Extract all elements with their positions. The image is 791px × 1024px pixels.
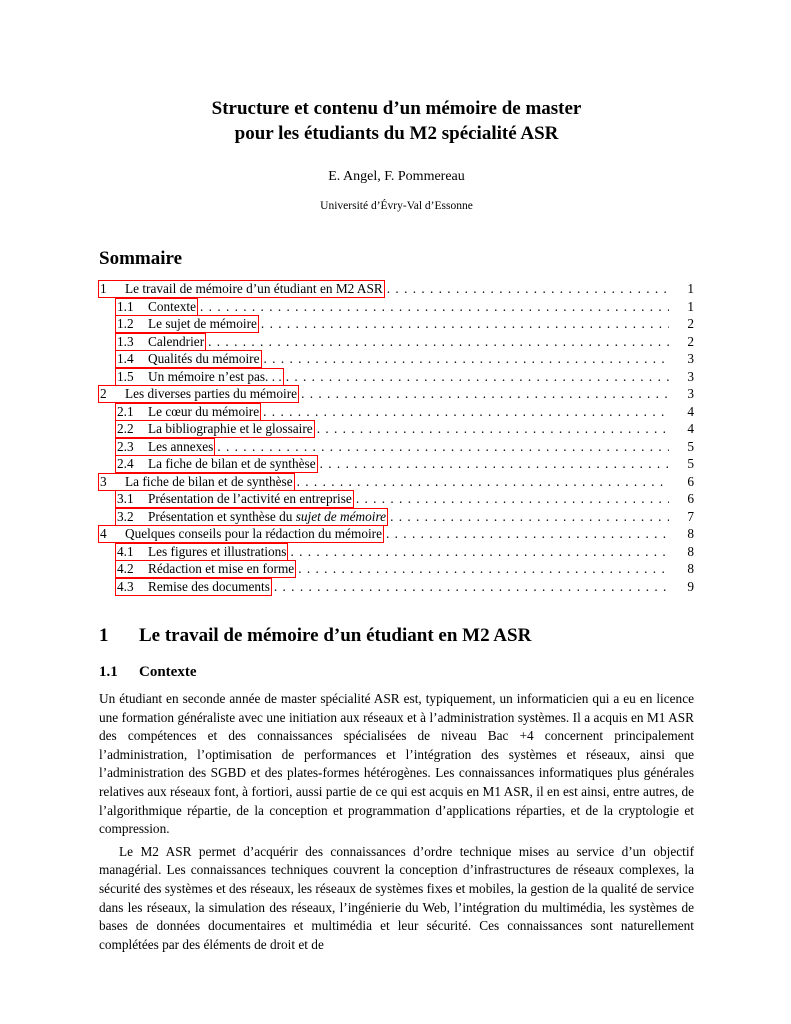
toc-number: 1.4	[117, 351, 134, 366]
toc-label: Les annexes	[148, 438, 214, 454]
affiliation: Université d’Évry-Val d’Essonne	[320, 200, 473, 212]
title-line-2: pour les étudiants du M2 spécialité ASR	[234, 123, 559, 144]
toc-label: Rédaction et mise en forme	[148, 561, 295, 576]
toc-link[interactable]	[116, 439, 214, 455]
toc-entry	[99, 334, 694, 352]
toc-label: Le sujet de mémoire	[148, 316, 257, 331]
toc-link[interactable]	[99, 526, 383, 542]
toc-label: Contexte	[148, 298, 197, 314]
toc-link[interactable]	[116, 421, 314, 437]
toc-link[interactable]	[99, 386, 298, 402]
toc-page-number: 9	[687, 578, 694, 594]
toc-leader-dots	[386, 526, 669, 542]
toc-entry	[99, 351, 694, 369]
toc-number: 2.2	[117, 421, 134, 436]
toc-label: Le cœur du mémoire	[148, 403, 260, 419]
toc-page-number: 5	[687, 456, 694, 471]
toc-leader-dots	[263, 404, 669, 420]
toc-label: Présentation de l’activité en entreprise	[148, 491, 352, 506]
toc-link[interactable]	[99, 474, 294, 490]
toc-link[interactable]	[116, 404, 260, 420]
toc-page-number: 2	[687, 316, 694, 331]
authors: E. Angel, F. Pommereau	[328, 169, 465, 184]
toc-entry	[99, 456, 694, 474]
document-page	[99, 0, 694, 954]
toc-page-number: 3	[687, 386, 694, 401]
toc-page-number: 1	[687, 281, 694, 296]
toc-entry	[99, 404, 694, 422]
toc-link[interactable]	[116, 579, 271, 595]
toc-page-number: 7	[687, 508, 694, 524]
toc-link[interactable]	[99, 281, 384, 297]
toc-label: Le travail de mémoire d’un étudiant en M2 ASR	[125, 281, 383, 296]
toc-label: Les diverses parties du mémoire	[125, 386, 298, 401]
toc-number: 1.5	[117, 368, 134, 384]
section-title: Le travail de mémoire d’un étudiant en M2 ASR	[139, 625, 532, 646]
toc-entry	[99, 544, 694, 562]
toc-leader-dots	[286, 369, 669, 385]
toc-entry	[99, 281, 694, 299]
toc-leader-dots	[217, 439, 669, 455]
toc-leader-dots	[200, 299, 669, 315]
toc-number: 3.2	[117, 508, 134, 524]
paragraph: Le M2 ASR permet d’acquérir des connaissances d’ordre technique mises au service d’un objectif managérial. Les connaissances techniques couvrent la conception d’infrastructures de réseaux complexes, la sécurité des systèmes et des réseaux, les réseaux de systèmes fixes et mobiles, la gestion de la qualité de service dans les réseaux, la simulation des réseaux, l’ingénierie du Web, l’intégration du multimédia, les systèmes de bases de données documentaires et multimédia et leur sécurité. Ces connaissances sont naturellement complétées par des éléments de droit et de	[99, 843, 694, 952]
subsection-heading	[99, 662, 694, 682]
toc-link[interactable]	[116, 491, 353, 507]
title-line-1: Structure et contenu d’un mémoire de master	[211, 98, 582, 119]
toc-link[interactable]	[116, 561, 295, 577]
toc-number: 4.3	[117, 578, 134, 594]
toc-number: 3	[100, 473, 107, 489]
toc-leader-dots	[208, 334, 669, 350]
subsection-number: 1.1	[99, 664, 118, 680]
toc-page-number: 6	[687, 473, 694, 489]
document-title	[99, 96, 694, 146]
toc-leader-dots	[298, 561, 669, 577]
toc-leader-dots	[290, 544, 669, 560]
toc-link[interactable]	[116, 456, 317, 472]
toc-label: Un mémoire n’est pas. . .	[148, 368, 282, 384]
toc-number: 2	[100, 386, 107, 401]
toc-entry	[99, 386, 694, 404]
toc-entry	[99, 491, 694, 509]
toc-page-number: 6	[687, 491, 694, 506]
toc-number: 1.2	[117, 316, 134, 331]
toc-page-number: 8	[687, 526, 694, 541]
toc-leader-dots	[320, 456, 669, 472]
toc-number: 2.3	[117, 438, 134, 454]
toc-page-number: 4	[687, 403, 694, 419]
toc-entry	[99, 579, 694, 597]
toc-leader-dots	[390, 509, 669, 525]
toc-page-number: 3	[687, 351, 694, 366]
toc-page-number: 3	[687, 368, 694, 384]
section-number: 1	[99, 625, 109, 646]
section-heading	[99, 624, 694, 648]
toc-label: La fiche de bilan et de synthèse	[148, 456, 316, 471]
toc-label: Calendrier	[148, 333, 205, 349]
toc-number: 1.3	[117, 333, 134, 349]
toc-entry	[99, 421, 694, 439]
toc-heading: Sommaire	[99, 248, 183, 269]
toc-page-number: 8	[687, 543, 694, 559]
toc-page-number: 1	[687, 298, 694, 314]
toc-label: Quelques conseils pour la rédaction du mémoire	[125, 526, 382, 541]
toc-link[interactable]	[116, 316, 258, 332]
toc-link[interactable]	[116, 351, 261, 367]
toc-label: La bibliographie et le glossaire	[148, 421, 313, 436]
toc-label-emphasis: sujet de mémoire	[295, 508, 387, 524]
toc-page-number: 4	[687, 421, 694, 436]
toc-link[interactable]	[116, 369, 283, 385]
toc-number: 4	[100, 526, 107, 541]
toc-number: 4.2	[117, 561, 134, 576]
toc-leader-dots	[264, 351, 669, 367]
toc-leader-dots	[387, 281, 669, 297]
toc-page-number: 2	[687, 333, 694, 349]
table-of-contents	[99, 281, 694, 596]
toc-label: Présentation et synthèse du	[148, 508, 296, 524]
toc-leader-dots	[274, 579, 669, 595]
toc-link[interactable]	[116, 299, 197, 315]
toc-link[interactable]	[116, 544, 287, 560]
toc-leader-dots	[356, 491, 669, 507]
subsection-title: Contexte	[139, 664, 197, 680]
toc-link[interactable]	[116, 334, 205, 350]
toc-entry	[99, 509, 694, 527]
toc-label: Les figures et illustrations	[148, 543, 287, 559]
toc-link[interactable]	[116, 509, 387, 525]
toc-number: 2.1	[117, 403, 134, 419]
toc-leader-dots	[301, 386, 669, 402]
toc-label: Remise des documents	[148, 578, 270, 594]
toc-entry	[99, 474, 694, 492]
toc-entry	[99, 316, 694, 334]
toc-entry	[99, 526, 694, 544]
toc-page-number: 8	[687, 561, 694, 576]
toc-number: 1.1	[117, 298, 134, 314]
toc-number: 4.1	[117, 543, 134, 559]
toc-leader-dots	[261, 316, 669, 332]
toc-number: 1	[100, 281, 107, 296]
toc-label: La fiche de bilan et de synthèse	[125, 473, 293, 489]
toc-number: 3.1	[117, 491, 134, 506]
toc-entry	[99, 369, 694, 387]
paragraph: Un étudiant en seconde année de master spécialité ASR est, typiquement, un informaticien qui a eu en licence une formation généraliste avec une initiation aux réseaux et à l’administration systèmes. Il a acquis en M1 ASR des compétences et des connaissances spécialisées de niveau Bac +4 concernent principalement l’administration, l’optimisation de performances et l’intégration des systèmes et réseaux, ainsi que l’administration des SGBD et des plates-formes hétérogènes. Les connaissances informatiques plus générales relatives aux réseaux font, à fortiori, aussi partie de ce qui est acquis en M1 ASR, il en est ainsi, entre autres, de l’algorithmique répartie, de la conception et programmation d’applications réparties, et de la cryptologie et compression.	[99, 691, 694, 837]
toc-page-number: 5	[687, 438, 694, 454]
toc-entry	[99, 439, 694, 457]
toc-leader-dots	[317, 421, 669, 437]
toc-leader-dots	[297, 474, 669, 490]
toc-entry	[99, 561, 694, 579]
toc-number: 2.4	[117, 456, 134, 471]
toc-entry	[99, 299, 694, 317]
toc-label: Qualités du mémoire	[148, 351, 260, 366]
